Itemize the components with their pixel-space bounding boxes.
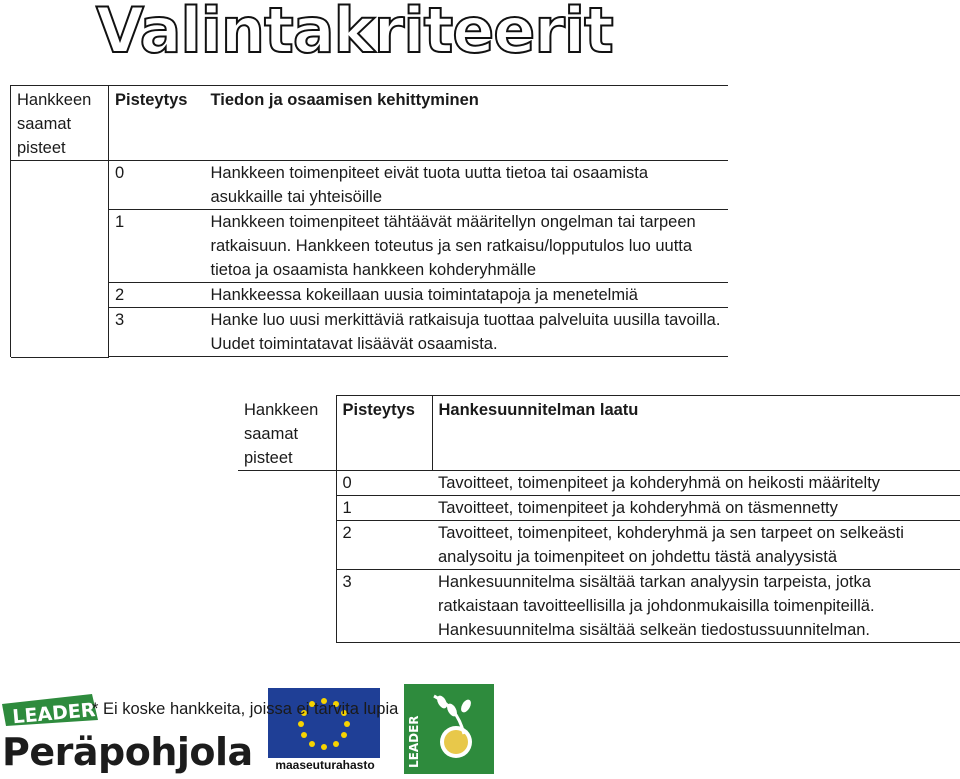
header-project-points: Hankkeen saamat pisteet [238, 396, 336, 471]
score-value: 0 [109, 161, 205, 210]
header-scoring: Pisteytys [109, 86, 205, 161]
criterion-description: Hankkeen toimenpiteet tähtäävät määritellyn ongelman tai tarpeen ratkaisuun. Hankkeen toteutus ja sen ratkaisu/lopputulos luo uutta tietoa ja osaamista hankkeen kohderyhmälle [205, 210, 729, 283]
table-bottom-rule [11, 357, 109, 358]
eu-flag-icon [268, 688, 380, 758]
footer-note: * Ei koske hankkeita, joissa ei tarvita lupia [92, 700, 399, 718]
region-logo-text: Peräpohjola [2, 730, 253, 774]
criteria-table-plan-quality [238, 395, 960, 643]
criterion-description: Tavoitteet, toimenpiteet ja kohderyhmä on täsmennetty [432, 495, 960, 520]
leader-logo [0, 690, 100, 735]
criterion-description: Hankkeen toimenpiteet eivät tuota uutta tietoa tai osaamista asukkaille tai yhteisöille [205, 161, 729, 210]
score-value: 0 [336, 470, 432, 495]
criterion-description: Tavoitteet, toimenpiteet ja kohderyhmä on heikosti määritelty [432, 470, 960, 495]
score-value: 2 [109, 283, 205, 308]
header-criterion: Tiedon ja osaamisen kehittyminen [205, 86, 729, 161]
criterion-description: Tavoitteet, toimenpiteet, kohderyhmä ja sen tarpeet on selkeästi analysoitu ja toimenpiteet on johdettu tästä analyysistä [432, 520, 960, 569]
criteria-table-knowledge [10, 85, 728, 358]
criterion-description: Hankkeessa kokeillaan uusia toimintatapoja ja menetelmiä [205, 283, 729, 308]
leader-badge-text: LEADER [11, 699, 97, 729]
header-project-points: Hankkeen saamat pisteet [11, 86, 109, 161]
page-title: Valintakriteerit [96, 0, 613, 67]
score-value: 3 [109, 308, 205, 357]
criterion-description: Hanke luo uusi merkittäviä ratkaisuja tuottaa palveluita uusilla tavoilla. Uudet toimintatavat lisäävät osaamista. [205, 308, 729, 357]
empty-points-cell [11, 161, 109, 357]
empty-points-cell [238, 470, 336, 642]
score-value: 3 [336, 569, 432, 642]
header-scoring: Pisteytys [336, 396, 432, 471]
header-criterion: Hankesuunnitelman laatu [432, 396, 960, 471]
score-value: 1 [109, 210, 205, 283]
score-value: 1 [336, 495, 432, 520]
score-value: 2 [336, 520, 432, 569]
eu-fund-caption: maaseuturahasto [275, 758, 375, 772]
leader-emblem-logo [404, 684, 494, 774]
criterion-description: Hankesuunnitelma sisältää tarkan analyysin tarpeista, jotka ratkaistaan tavoitteellisilla ja johdonmukaisilla toimenpiteillä. Hankesuunnitelma sisältää selkeän tiedostussuunnitelman. [432, 569, 960, 642]
emblem-text: LEADER [407, 715, 421, 768]
